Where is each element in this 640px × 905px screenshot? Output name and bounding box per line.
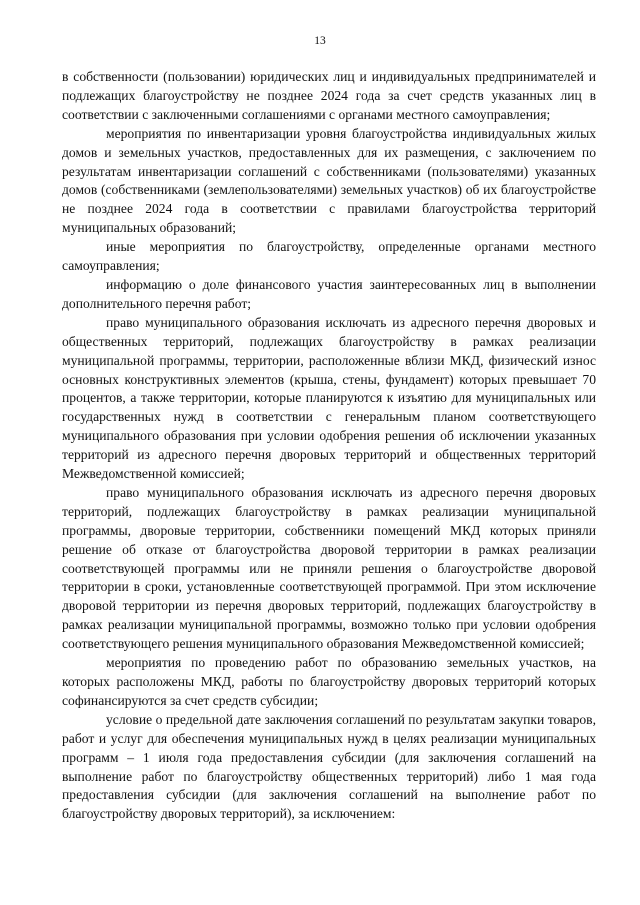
document-body [62, 68, 596, 824]
paragraph: мероприятия по инвентаризации уровня благоустройства индивидуальных жилых домов и земельных участков, предоставленных для их размещения, с заключением по результатам инвентаризации соглашений с собственниками (пользователями) указанных домов (собственниками (землепользователями) земельных участков) об их благоустройстве не позднее 2024 года в соответствии с правилами благоустройства территорий муниципальных образований; [62, 125, 596, 236]
paragraph: право муниципального образования исключать из адресного перечня дворовых и общественных территорий, подлежащих благоустройству в рамках реализации муниципальной программы, территории, расположенные вблизи МКД, физический износ основных конструктивных элементов (крыша, стены, фундамент) которых превышает 70 процентов, а также территории, которые планируются к изъятию для муниципальных или государственных нужд в соответствии с генеральным планом соответствующего муниципального образования при условии одобрения решения об исключении указанных территорий из адресного перечня дворовых территорий и общественных территорий Межведомственной комиссией; [62, 314, 596, 482]
paragraph: условие о предельной дате заключения соглашений по результатам закупки товаров, работ и услуг для обеспечения муниципальных нужд в целях реализации муниципальных программ – 1 июля года предоставления субсидии (для заключения соглашений на выполнение работ по благоустройству общественных территорий) либо 1 мая года предоставления субсидии (для заключения соглашений на выполнение работ по благоустройству дворовых территорий), за исключением: [62, 711, 596, 822]
paragraph: право муниципального образования исключать из адресного перечня дворовых территорий, подлежащих благоустройству в рамках реализации муниципальной программы, дворовые территории, собственники помещений МКД которых приняли решение об отказе от благоустройства дворовой территории в рамках реализации соответствующей программы или не приняли решения о благоустройстве дворовой территории в сроки, установленные соответствующей программой. При этом исключение дворовой территории из перечня дворовых территорий, подлежащих благоустройству в рамках реализации муниципальной программы, возможно только при условии одобрения соответствующего решения муниципального образования Межведомственной комиссией; [62, 484, 596, 652]
paragraph: в собственности (пользовании) юридических лиц и индивидуальных предпринимателей и подлежащих благоустройству не позднее 2024 года за счет средств указанных лиц в соответствии с заключенными соглашениями с органами местного самоуправления; [62, 69, 596, 122]
page-number: 13 [314, 35, 326, 47]
paragraph: информацию о доле финансового участия заинтересованных лиц в выполнении дополнительного перечня работ; [62, 276, 596, 311]
paragraph: иные мероприятия по благоустройству, определенные органами местного самоуправления; [62, 239, 596, 274]
paragraph: мероприятия по проведению работ по образованию земельных участков, на которых расположены МКД, работы по благоустройству дворовых территорий которых софинансируются за счет средств субсидии; [62, 655, 596, 708]
